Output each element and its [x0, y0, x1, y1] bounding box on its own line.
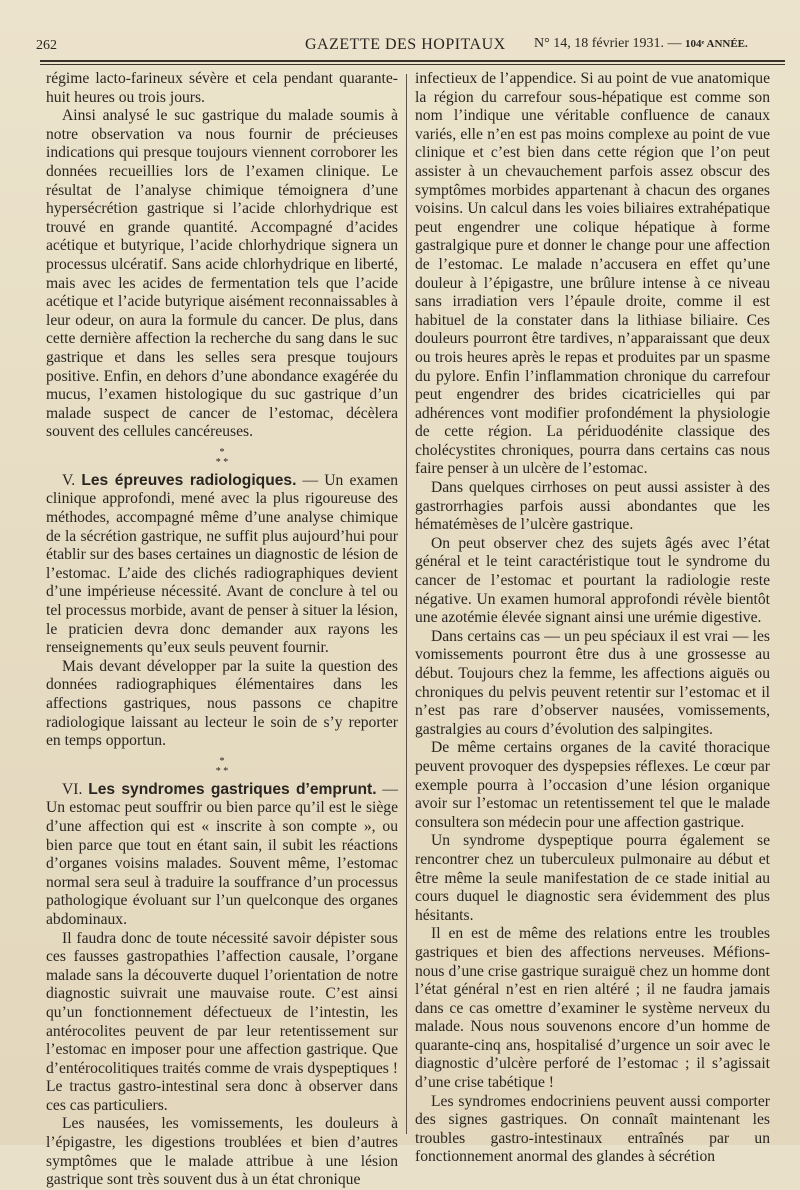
left-column — [46, 70, 399, 1189]
right-column — [415, 70, 770, 1166]
section-divider-stars — [46, 757, 398, 777]
paragraph: Il en est de même des relations entre les troubles gastriques et bien des affections nerveuses. Méfions-nous d’une crise gastrique suraiguë chez un homme dont l’état général n’est en rien altéré ; il ne faudra jamais dans ce cas omettre d’examiner le système nerveux du malade. Nous nous souvenons encore d’un homme de quarante-cinq ans, hospitalisé d’urgence un soir avec le diagnostic d’ulcère perforé de l’estomac ; il s’agissait d’une crise tabétique ! — [415, 925, 770, 1092]
issue-date: N° 14, 18 février 1931. — — [534, 36, 682, 51]
paragraph: Les syndromes endocriniens peuvent aussi comporter des signes gastriques. On connaît maintenant les troubles gastro-intestinaux entraînés par un fonctionnement anormal des glandes à sécrétion — [415, 1092, 770, 1166]
section-heading: Les épreuves radiologiques. — [81, 471, 297, 489]
paragraph: Ainsi analysé le suc gastrique du malade soumis à notre observation va nous fournir de précieuses indications qui presque toujours viennent corroborer les données recueillies lors de l’examen clinique. Le résultat de l’analyse chimique témoignera d’une hypersécrétion gastrique si l’acide chlorhydrique est trouvé en grande quantité. Accompagné d’acides acétique et butyrique, l’acide chlorhydrique signera un processus ulcératif. Sans acide chlorhydrique en liberté, mais avec les acides de fermentation tels que l’acide acétique et l’acide butyrique aisément reconnaissables à leur odeur, on aura la formule du cancer. De plus, dans cette dernière affection la recherche du sang dans le suc gastrique et dans les selles sera presque toujours positive. Enfin, en dehors d’une abondance exagérée du mucus, l’examen histologique du suc gastrique d’un malade suspect de cancer de l’estomac, décèlera souvent des cellules cancéreuses. — [46, 107, 398, 441]
paragraph: régime lacto-farineux sévère et cela pendant quarante-huit heures ou trois jours. — [46, 70, 398, 106]
header-rule-thick — [40, 60, 785, 62]
issue-info — [534, 36, 748, 52]
section-text: — Un examen clinique approfondi, mené avec la plus rigoureuse des méthodes, accompagné même d’une analyse chimique de la sécrétion gastrique, ne suffit plus aujourd’hui pour établir sur des bases certaines un diagnostic de lésion de l’estomac. L’aide des clichés radiographiques devient d’une impérieuse nécessité. Avant de conclure à tel ou tel processus morbide, avant de penser à situer la lésion, le praticien devra donc demander aux rayons les renseignements qu’eux seuls peuvent fournir. — [46, 471, 398, 657]
star-top: * — [219, 446, 225, 458]
section-vi-paragraph — [46, 781, 398, 930]
paragraph: Dans quelques cirrhoses on peut aussi assister à des gastrorrhagies parfois aussi abondantes que les hématémèses de l’ulcère gastrique. — [415, 479, 770, 534]
paragraph: infectieux de l’appendice. Si au point de vue anatomique la région du carrefour sous-hépatique est comme son nom l’indique une véritable confluence de canaux variés, elle n’en est pas moins complexe au point de vue clinique et c’est bien dans cette région que l’on peut assister à un chevauchement parfois assez obscur des symptômes morbides appartenant à chacun des organes voisins. Un calcul dans les voies biliaires extrahépatique peut engendrer une colique hépatique à forme gastralgique pure et donner le change pour une affection de l’estomac. Le malade n’accusera en effet qu’une douleur à l’épigastre, une brûlure intense à ce niveau sans irradiation vers l’épaule droite, comme il est habituel de la constater dans la lithiase biliaire. Ces douleurs pourront être tardives, n’apparaissant que deux ou trois heures après le repas et produites par un spasme du pylore. Enfin l’inflammation chronique du carrefour peut engendrer des brides cicatricielles qui par adhérences vont modifier profondément la physiologie de cette région. La périduodénite classique des cholécystites chroniques, pourra dans certains cas nous faire penser à un ulcère de l’estomac. — [415, 70, 770, 478]
year-label: 104ᵉ ANNÉE. — [685, 38, 748, 50]
star-top: * — [219, 755, 225, 767]
paragraph: Il faudra donc de toute nécessité savoir dépister sous ces fausses gastropathies l’affection causale, l’organe malade sans la découverte duquel l’orientation de notre diagnostic suivrait une mauvaise route. C’est ainsi qu’un fonctionnement défectueux de l’intestin, les antérocolites peuvent de par leur retentissement sur l’estomac en imposer pour une affection gastrique. Que d’entérocolitiques traités comme de vrais dyspeptiques ! Le tractus gastro-intestinal sera donc à observer dans ces cas particuliers. — [46, 929, 398, 1114]
section-number: V. — [62, 471, 76, 489]
journal-title: GAZETTE DES HOPITAUX — [305, 36, 506, 53]
section-divider-stars — [46, 448, 398, 468]
paragraph: Mais devant développer par la suite la question des données radiographiques élémentaires dans les affections gastriques, nous passons ce chapitre radiologique laissant au lecteur le soin de s’y reporter en temps opportun. — [46, 657, 398, 750]
paragraph: De même certains organes de la cavité thoracique peuvent provoquer des dyspepsies réflexes. Le cœur par exemple pourra à l’occasion d’une lésion organique avoir sur l’estomac un retentissement tel que le malade consultera son médecin pour une affection gastrique. — [415, 739, 770, 831]
section-number: VI. — [62, 780, 83, 798]
header-rule-thin — [40, 64, 785, 65]
page-number: 262 — [36, 38, 57, 53]
section-text: — Un estomac peut souffrir ou bien parce qu’il est le siège d’une affection qui est « inscrite à son compte », ou bien parce que tout en étant sain, il subit les réactions d’organes voisins malades. Souvent même, l’estomac normal sera seul à traduire la souffrance d’un processus pathologique évoluant sur l’un quelconque des organes abdominaux. — [46, 780, 399, 928]
section-heading: Les syndromes gastriques d’emprunt. — [88, 780, 377, 798]
paragraph: Un syndrome dyspeptique pourra également se rencontrer chez un tuberculeux pulmonaire au début et être même la seule manifestation de ce stade initial au cours duquel le diagnostic sera évidemment des plus hésitants. — [415, 832, 770, 924]
section-v-paragraph — [46, 472, 398, 658]
paragraph: On peut observer chez des sujets âgés avec l’état général et le teint caractéristique tout le syndrome du cancer de l’estomac et pourtant la radiologie reste négative. Un examen humoral approfondi révèle bientôt une azotémie élevée signant ainsi une urémie digestive. — [415, 534, 770, 627]
column-separator — [406, 74, 407, 1134]
paragraph: Dans certains cas — un peu spéciaux il est vrai — les vomissements pourront être dus à une grossesse au début. Toujours chez la femme, les affections aiguës ou chroniques du pelvis peuvent retentir sur l’estomac et il n’est pas rare d’observer nausées, vomissements, gastralgies au cours d’évolution des salpingites. — [415, 627, 770, 738]
paragraph: Les nausées, les vomissements, les douleurs à l’épigastre, les digestions troublées et bien d’autres symptômes que le malade attribue à une lésion gastrique sont très souvent dus à un état chronique — [46, 1115, 398, 1189]
star-bottom: * * — [215, 765, 229, 777]
star-bottom: * * — [215, 456, 229, 468]
page-header — [0, 28, 800, 58]
